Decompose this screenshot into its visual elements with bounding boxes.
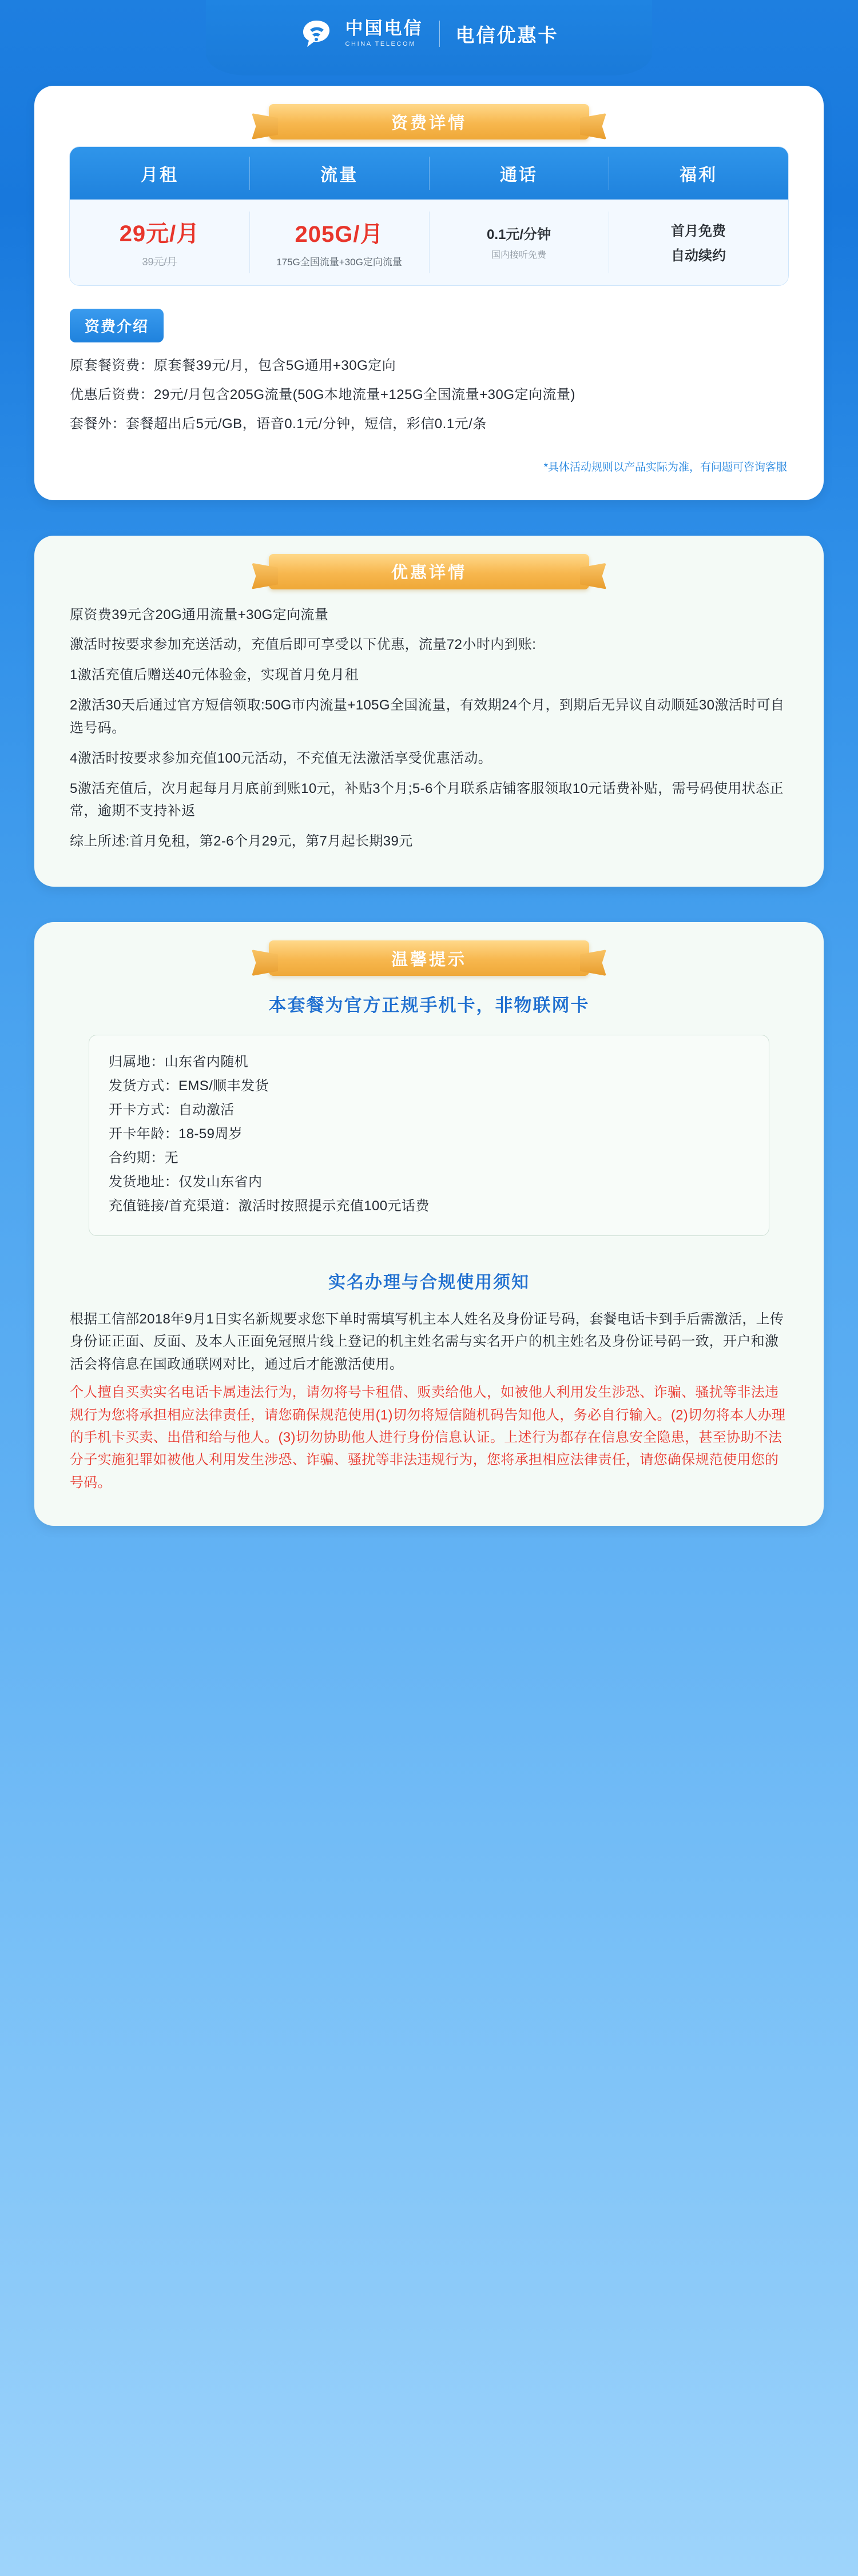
spec-label: 充值链接/首充渠道： xyxy=(109,1198,239,1214)
price-header-monthly: 月租 xyxy=(141,166,178,185)
spec-label: 归属地： xyxy=(109,1054,165,1070)
brand-name xyxy=(345,19,423,49)
promo-paragraph: 1激活充值后赠送40元体验金，实现首月免月租 xyxy=(70,667,359,683)
promo-paragraph: 5激活充值后，次月起每月月底前到账10元，补贴3个月;5-6个月联系店铺客服领取10元话费补贴，需号码使用状态正常，逾期不支持补返 xyxy=(70,780,784,819)
fee-paragraph: 优惠后资费：29元/月包含205G流量(50G本地流量+125G全国流量+30G定向流量) xyxy=(70,386,576,402)
spec-item xyxy=(109,1194,749,1218)
data-amount-detail: 175G全国流量+30G定向流量 xyxy=(276,256,402,268)
price-header-data: 流量 xyxy=(249,147,429,200)
spec-list xyxy=(89,1035,769,1236)
realname-body xyxy=(70,1308,788,1494)
spec-label: 发货方式： xyxy=(109,1078,178,1094)
voice-rate-detail: 国内接听免费 xyxy=(491,250,546,260)
spec-label: 开卡年龄： xyxy=(109,1126,178,1142)
price-table-body xyxy=(70,200,788,285)
benefit-line-2: 自动续约 xyxy=(671,248,726,264)
promo-paragraph: 4激活时按要求参加充值100元活动，不充值无法激活享受优惠活动。 xyxy=(70,750,492,766)
price-table xyxy=(69,146,789,286)
price-cell-monthly xyxy=(70,200,249,285)
spec-item xyxy=(109,1122,749,1146)
promo-paragraph: 2激活30天后通过官方短信领取:50G市内流量+105G全国流量，有效期24个月，到期后无异议自动顺延30激活时可自选号码。 xyxy=(70,697,785,736)
promo-paragraph: 激活时按要求参加充送活动，充值后即可享受以下优惠，流量72小时内到账: xyxy=(70,637,537,653)
fee-paragraph: 套餐外：套餐超出后5元/GB，语音0.1元/分钟，短信，彩信0.1元/条 xyxy=(70,416,487,432)
spec-value: 无 xyxy=(164,1150,179,1166)
brand-name-en: CHINA TELECOM xyxy=(345,41,416,48)
spec-item xyxy=(109,1170,749,1194)
spec-item xyxy=(109,1098,749,1122)
fee-disclaimer: *具体活动规则以产品实际为准，有问题可咨询客服 xyxy=(543,461,787,473)
promo-paragraphs xyxy=(70,604,788,853)
section-ribbon-tips: 温馨提示 xyxy=(269,940,589,976)
china-telecom-logo-icon xyxy=(300,17,333,50)
section-ribbon-fee: 资费详情 xyxy=(269,104,589,139)
section-ribbon-promo: 优惠详情 xyxy=(269,554,589,589)
price-table-header xyxy=(70,147,788,200)
page-title: 电信优惠卡 xyxy=(455,24,559,46)
spec-item xyxy=(109,1146,749,1170)
realname-paragraph: 根据工信部2018年9月1日实名新规要求您下单时需填写机主本人姓名及身份证号码，套餐电话卡到手后需激活，上传身份证正面、反面、及本人正面免冠照片线上登记的机主姓名需与实名开户的机主姓名及身份证号码一致，开户和激活会将信息在国政通联网对比，通过后才能激活使用。 xyxy=(70,1311,784,1372)
spec-label: 开卡方式： xyxy=(109,1102,178,1118)
price-header-benefit: 福利 xyxy=(609,147,788,200)
card-promo-details xyxy=(34,536,824,887)
price-cell-benefit xyxy=(609,200,788,285)
card-fee-details xyxy=(34,86,824,500)
spec-value: EMS/顺丰发货 xyxy=(178,1078,269,1094)
monthly-price-value: 29元/月 xyxy=(119,221,200,246)
spec-value: 山东省内随机 xyxy=(164,1054,249,1070)
brand-divider xyxy=(439,21,440,47)
spec-item xyxy=(109,1074,749,1098)
price-cell-voice xyxy=(429,200,609,285)
realname-headline: 实名办理与合规使用须知 xyxy=(328,1273,530,1293)
card-tips xyxy=(34,922,824,1526)
promo-paragraph: 综上所述:首月免租，第2-6个月29元，第7月起长期39元 xyxy=(70,834,413,850)
spec-label: 发货地址： xyxy=(109,1174,178,1190)
price-header-voice: 通话 xyxy=(429,147,609,200)
tips-headline: 本套餐为官方正规手机卡，非物联网卡 xyxy=(268,995,590,1016)
ribbon-wrap-promo xyxy=(34,536,824,596)
spec-value: 18-59周岁 xyxy=(178,1126,243,1142)
spec-value: 自动激活 xyxy=(178,1102,235,1118)
voice-rate-value: 0.1元/分钟 xyxy=(486,227,551,242)
fee-intro-pill: 资费介绍 xyxy=(70,309,164,342)
spec-value: 仅发山东省内 xyxy=(178,1174,263,1190)
ribbon-wrap-fee xyxy=(34,86,824,146)
data-amount-value: 205G/月 xyxy=(295,221,384,247)
spec-item xyxy=(109,1050,749,1074)
brand-name-cn: 中国电信 xyxy=(345,18,423,39)
spec-value: 激活时按照提示充值100元话费 xyxy=(238,1198,430,1214)
realname-warning: 个人擅自买卖实名电话卡属违法行为，请勿将号卡租借、贩卖给他人，如被他人利用发生涉恐、诈骗、骚扰等非法违规行为您将承担相应法律责任，请您确保规范使用(1)切勿将短信随机码告知他人，务必自行输入。(2)切勿将本人办理的手机卡买卖、出借和给与他人。(3)切勿协助他人进行身份信息认证。上述行为都存在信息安全隐患，甚至协助不法分子实施犯罪如被他人利用发生涉恐、诈骗、骚扰等非法违规行为，您将承担相应法律责任，请您确保规范使用您的号码。 xyxy=(70,1385,786,1490)
fee-paragraph: 原套餐资费：原套餐39元/月，包含5G通用+30G定向 xyxy=(70,358,396,373)
benefit-line-1: 首月免费 xyxy=(671,224,726,239)
spec-label: 合约期： xyxy=(109,1150,165,1166)
price-cell-data xyxy=(249,200,429,285)
page-header xyxy=(0,0,858,86)
brand-banner xyxy=(206,0,652,75)
monthly-price-original: 39元/月 xyxy=(142,256,177,268)
promo-paragraph: 原资费39元含20G通用流量+30G定向流量 xyxy=(70,607,329,623)
fee-intro-paragraphs xyxy=(70,355,788,436)
ribbon-wrap-tips xyxy=(34,922,824,983)
